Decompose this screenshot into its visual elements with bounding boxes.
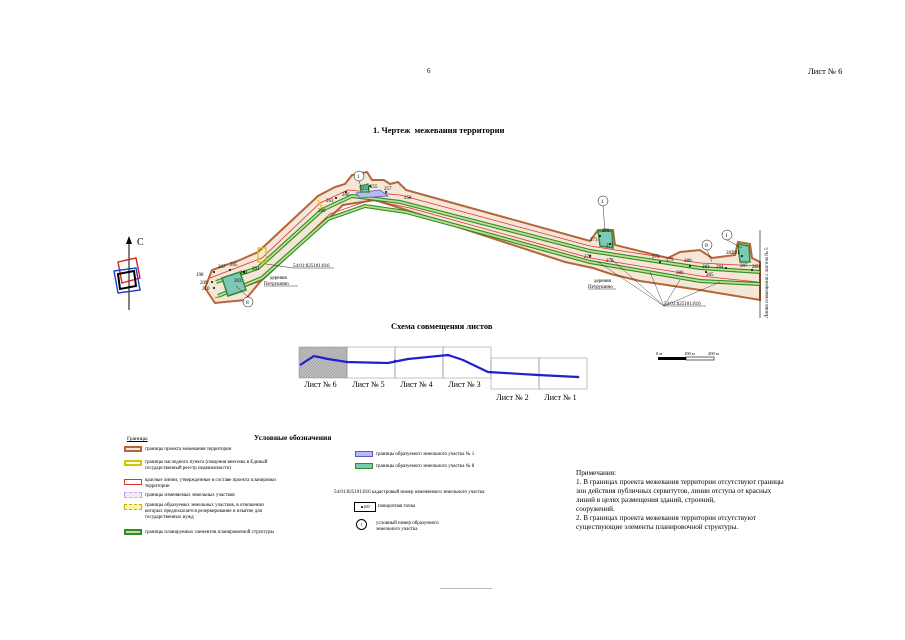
svg-text:204: 204 <box>240 271 248 276</box>
svg-text:201: 201 <box>252 267 260 272</box>
svg-text:263: 263 <box>326 199 334 204</box>
match-line-label: Линия совмещения с листом № 5 <box>765 247 770 318</box>
legend-swatch-heritage <box>124 460 142 466</box>
svg-text:281: 281 <box>732 251 740 256</box>
parcel-id: 1 <box>357 174 360 180</box>
village-label: Петрушино <box>588 285 613 290</box>
svg-text:275: 275 <box>652 255 660 260</box>
svg-text:260: 260 <box>318 209 326 214</box>
legend-swatch-project <box>124 446 142 452</box>
scale-label: 100 м <box>684 351 695 356</box>
sheet-2-label: Лист № 2 <box>496 393 529 402</box>
legend-swatch-reserved <box>124 504 142 510</box>
legend-swatch-red-lines <box>124 479 142 485</box>
scale-label: 0 м <box>656 351 663 356</box>
svg-text:266: 266 <box>342 193 350 198</box>
svg-text:205: 205 <box>230 263 238 268</box>
scale-bar <box>656 349 726 363</box>
parcel-id: 8 <box>246 300 249 306</box>
svg-text:258: 258 <box>404 196 412 201</box>
note-line: 2. В границах проекта межевания территории отсутствуют <box>576 514 756 522</box>
svg-text:270: 270 <box>602 229 610 234</box>
legend-swatch-changed <box>124 492 142 498</box>
cadastral-label: 54:01:025101:816 <box>293 264 330 269</box>
legend-item: границы образуемого земельного участка № 8 <box>376 464 475 469</box>
legend-title: Условные обозначения <box>254 433 332 442</box>
north-label: С <box>137 237 144 248</box>
legend-swatch-parcel-1 <box>355 451 373 457</box>
svg-text:280: 280 <box>684 259 692 264</box>
svg-text:286: 286 <box>676 271 684 276</box>
note-line: линий в целях размещения зданий, строений, <box>576 496 715 504</box>
village-label: деревня <box>270 276 287 281</box>
legend-swatch-parcel-8 <box>355 463 373 469</box>
svg-text:198: 198 <box>196 273 204 278</box>
legend-item: границы проекта межевания территории <box>145 447 232 452</box>
point-sample-box: 269 <box>354 502 376 512</box>
legend-swatch-planning <box>124 529 142 535</box>
north-arrow-icon <box>114 236 144 310</box>
svg-text:285: 285 <box>706 273 714 278</box>
svg-text:257: 257 <box>384 187 392 192</box>
sheet-6-label: Лист № 6 <box>304 380 337 389</box>
legend-item: условный номер образуемого земельного участка <box>376 521 439 532</box>
svg-text:289: 289 <box>752 265 760 270</box>
village-label: Петрушино <box>264 282 289 287</box>
notes <box>576 469 816 532</box>
page-number: 6 <box>427 67 431 75</box>
parcel-id: 1 <box>725 233 728 239</box>
svg-text:277: 277 <box>606 244 614 249</box>
parcel-id: 1 <box>601 199 604 205</box>
svg-text:283: 283 <box>702 265 710 270</box>
sheet-3-label: Лист № 3 <box>448 380 481 389</box>
legend-item: границы образуемых земельных участков, в отношении которых предполагается резервирование и изъятие для государственных нужд <box>145 503 264 520</box>
svg-text:279: 279 <box>666 258 674 263</box>
svg-text:255: 255 <box>370 185 378 190</box>
legend-item: границы планируемых элементов планировочной структуры <box>145 530 274 535</box>
point-dot-icon <box>361 506 363 508</box>
note-line: существующие элементы планировочной структуры. <box>576 523 739 531</box>
legend-item: границы наследного пункта (сведения внесены в Единый государственный реестр недвижимости) <box>145 460 268 471</box>
notes-title: Примечания: <box>576 469 616 477</box>
svg-text:272: 272 <box>584 255 592 260</box>
legend-item: границы изменяемых земельных участков <box>145 493 235 498</box>
svg-text:278: 278 <box>606 259 614 264</box>
village-label: деревня <box>594 279 611 284</box>
svg-text:253: 253 <box>362 187 370 192</box>
note-line: 1. В границах проекта межевания территории отсутствуют границы <box>576 478 784 486</box>
legend-item: красные линии, утвержденные в составе проекта планировки территории <box>145 478 276 489</box>
scheme-title: Схема совмещения листов <box>391 321 493 331</box>
sheet-label: Лист № 6 <box>808 66 843 76</box>
svg-text:210: 210 <box>202 287 210 292</box>
note-line: зон действия публичных сервитутов, линии отступа от красных <box>576 487 772 495</box>
sheet-5-label: Лист № 5 <box>352 380 385 389</box>
svg-text:282: 282 <box>726 251 734 256</box>
sheet-4-label: Лист № 4 <box>400 380 433 389</box>
cadastral-label: 54:01:025101:816 <box>664 302 701 307</box>
legend-item: поворотная точка <box>378 504 416 509</box>
parcel-id-sample: 1 <box>356 519 367 530</box>
sheet-1-label: Лист № 1 <box>544 393 577 402</box>
page-title: 1. Чертеж межевания территории <box>373 125 505 135</box>
svg-text:284: 284 <box>716 265 724 270</box>
footer-rule <box>440 588 492 589</box>
scale-label: 200 м <box>708 351 719 356</box>
legend-col-header: Границы <box>127 436 148 442</box>
legend-item: 54:01:025101:816 кадастровый номер изменяемого земельного участка <box>334 490 485 495</box>
svg-text:209: 209 <box>200 281 208 286</box>
svg-text:207: 207 <box>218 265 226 270</box>
legend-item: границы образуемого земельного участка № 1 <box>376 452 475 457</box>
svg-text:273: 273 <box>590 238 598 243</box>
parcel-id: 8 <box>705 243 708 249</box>
svg-text:203: 203 <box>234 279 242 284</box>
note-line: сооружений. <box>576 505 615 513</box>
svg-text:287: 287 <box>740 264 748 269</box>
